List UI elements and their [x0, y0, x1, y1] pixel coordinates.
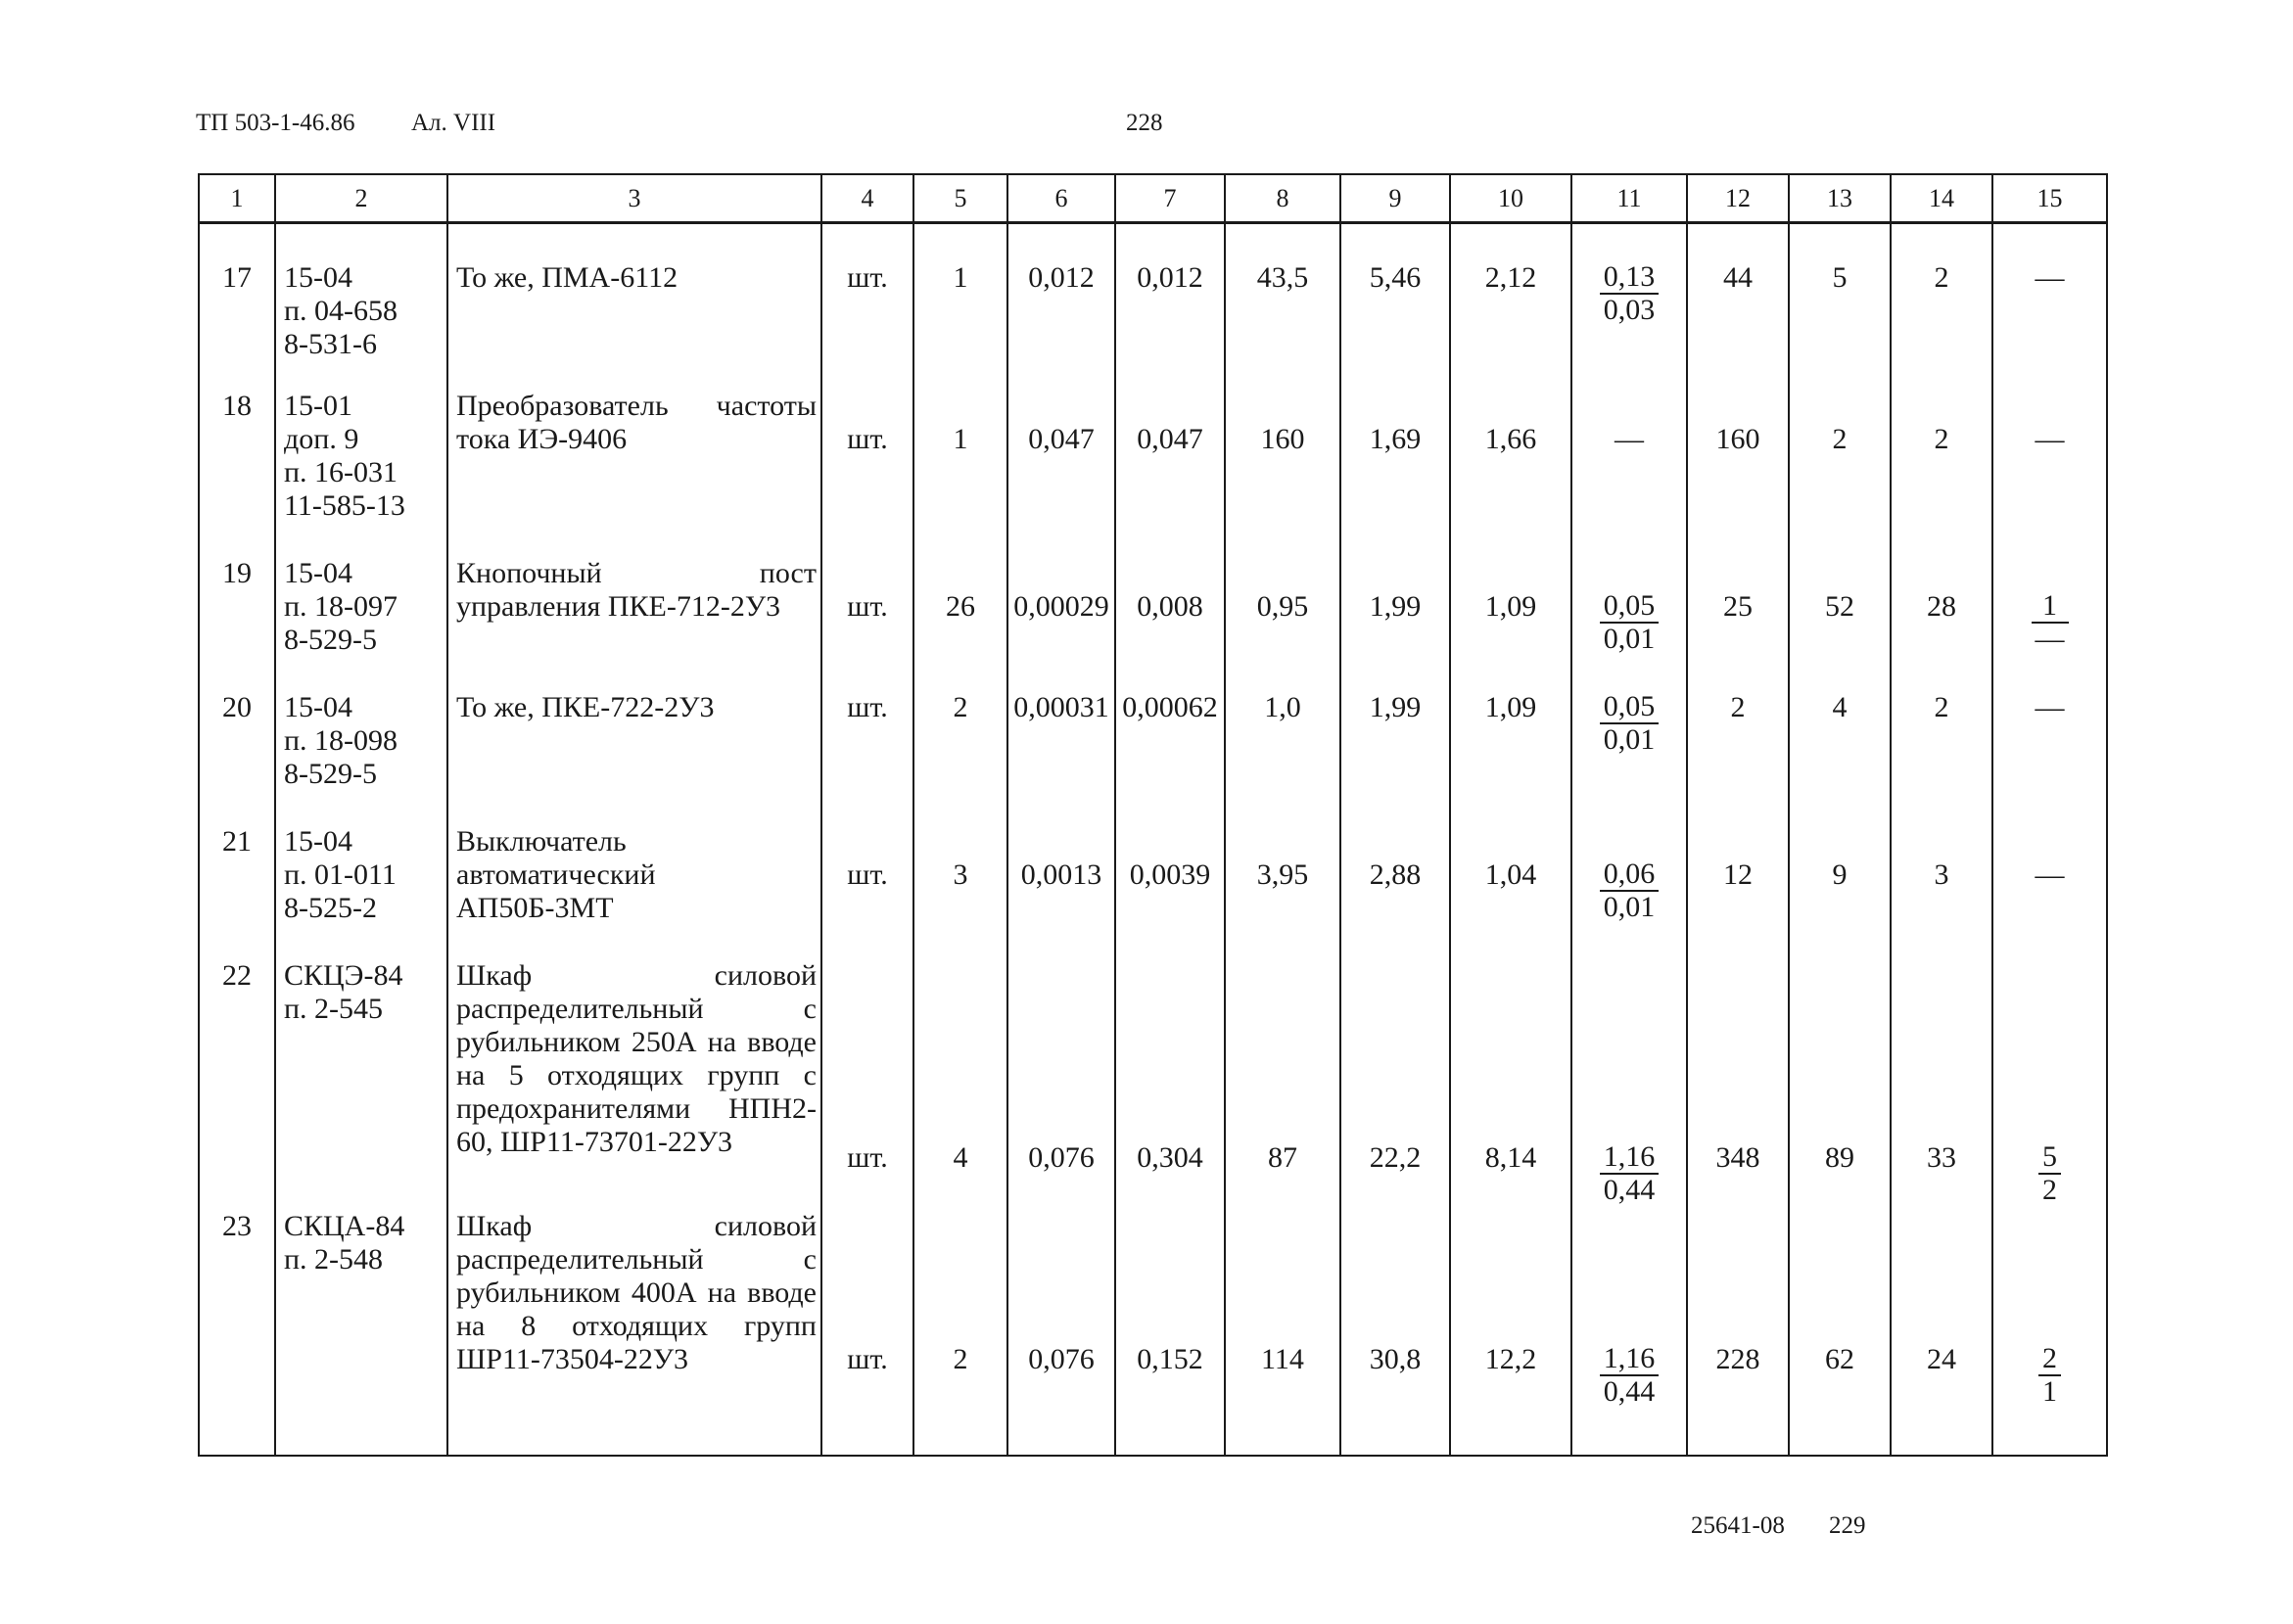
col-12 [1687, 688, 1789, 822]
col-header: 9 [1340, 174, 1450, 223]
col-header: 8 [1225, 174, 1340, 223]
fraction [1600, 1343, 1660, 1408]
col-15 [1992, 1207, 2107, 1456]
col-7 [1115, 387, 1225, 554]
col-6-text: 0,00031 [1013, 691, 1109, 723]
col-6-text: 0,00029 [1013, 590, 1109, 623]
code-line: п. 04-658 [284, 295, 398, 327]
col-11 [1571, 387, 1687, 554]
col-15-text: — [2035, 858, 2065, 891]
row-number [199, 387, 275, 554]
description [447, 387, 821, 554]
fraction [1600, 1141, 1660, 1206]
col-9-text: 1,69 [1369, 423, 1422, 455]
unit [821, 554, 913, 688]
fraction-numerator: 0,13 [1600, 261, 1660, 295]
col-7 [1115, 956, 1225, 1207]
col-8-text: 114 [1261, 1343, 1304, 1375]
column-number-row [199, 174, 2107, 223]
row-number-text: 21 [222, 825, 252, 858]
document-code: ТП 503-1-46.86 [196, 110, 355, 136]
col-header: 1 [199, 174, 275, 223]
col-header: 10 [1450, 174, 1571, 223]
col-header: 2 [275, 174, 447, 223]
description [447, 554, 821, 688]
row-number-text: 20 [222, 691, 252, 723]
col-14-text: 2 [1934, 691, 1949, 723]
col-14 [1891, 688, 1992, 822]
fraction-denominator: 0,01 [1603, 623, 1656, 655]
norm-code [275, 387, 447, 554]
col-header: 11 [1571, 174, 1687, 223]
col-8-text: 43,5 [1256, 261, 1309, 294]
col-13 [1789, 223, 1891, 388]
col-13-text: 52 [1825, 590, 1854, 623]
quantity [913, 1207, 1007, 1456]
unit [821, 688, 913, 822]
col-10 [1450, 554, 1571, 688]
col-6 [1007, 688, 1115, 822]
col-12 [1687, 956, 1789, 1207]
fraction-denominator: 0,44 [1603, 1174, 1656, 1206]
col-13 [1789, 554, 1891, 688]
col-header: 14 [1891, 174, 1992, 223]
col-13-text: 9 [1832, 858, 1848, 891]
row-number [199, 956, 275, 1207]
quantity-text: 2 [953, 691, 968, 723]
col-11 [1571, 1207, 1687, 1456]
code-line: п. 2-545 [284, 993, 384, 1025]
quantity-text: 26 [946, 590, 975, 623]
table-row [199, 223, 2107, 388]
col-13 [1789, 688, 1891, 822]
row-number [199, 822, 275, 956]
norm-code [275, 1207, 447, 1456]
quantity [913, 956, 1007, 1207]
code-line: СКЦА-84 [284, 1210, 405, 1242]
col-15-text: — [2035, 261, 2065, 294]
col-6 [1007, 822, 1115, 956]
col-10-text: 1,09 [1484, 691, 1537, 723]
description-text: Шкаф силовой распределительный с рубильником 400А на вводе на 8 отходящих групп ШР11-73504-22У3 [456, 1210, 817, 1375]
footer-code: 25641-08 [1691, 1512, 1785, 1539]
col-12-text: 25 [1723, 590, 1753, 623]
description-text: То же, ПМА-6112 [456, 261, 679, 294]
description-text: Преобразователь частоты тока ИЭ-9406 [456, 390, 817, 455]
col-11 [1571, 822, 1687, 956]
col-6 [1007, 956, 1115, 1207]
col-14 [1891, 554, 1992, 688]
table-row [199, 822, 2107, 956]
row-number-text: 18 [222, 390, 252, 422]
unit [821, 1207, 913, 1456]
fraction-numerator: 5 [2038, 1141, 2061, 1175]
col-6 [1007, 387, 1115, 554]
footer-page-number: 229 [1829, 1512, 1866, 1539]
col-7 [1115, 1207, 1225, 1456]
quantity [913, 554, 1007, 688]
quantity-text: 4 [953, 1141, 968, 1174]
fraction [1600, 590, 1660, 655]
col-11-text: — [1614, 423, 1644, 455]
fraction [2032, 590, 2069, 655]
col-header: 7 [1115, 174, 1225, 223]
col-header: 12 [1687, 174, 1789, 223]
unit-text: шт. [847, 590, 888, 623]
code-line: 15-04 [284, 825, 352, 858]
fraction-numerator: 0,05 [1600, 691, 1660, 724]
col-12-text: 2 [1730, 691, 1746, 723]
col-8-text: 0,95 [1256, 590, 1309, 623]
page-number: 228 [1126, 110, 1163, 136]
col-6 [1007, 223, 1115, 388]
col-9 [1340, 387, 1450, 554]
unit [821, 223, 913, 388]
col-14-text: 3 [1934, 858, 1949, 891]
fraction [2038, 1343, 2061, 1408]
album-number: Ал. VIII [411, 110, 496, 136]
col-14-text: 24 [1927, 1343, 1956, 1375]
col-13 [1789, 1207, 1891, 1456]
description-text: Кнопочный пост управления ПКЕ-712-2У3 [456, 557, 817, 623]
col-15 [1992, 822, 2107, 956]
col-9-text: 1,99 [1369, 590, 1422, 623]
unit-text: шт. [847, 691, 888, 723]
col-11 [1571, 223, 1687, 388]
col-11 [1571, 688, 1687, 822]
code-line: п. 18-097 [284, 590, 398, 623]
col-8-text: 1,0 [1264, 691, 1301, 723]
fraction-numerator: 0,06 [1600, 858, 1660, 892]
col-10-text: 1,09 [1484, 590, 1537, 623]
col-14-text: 28 [1927, 590, 1956, 623]
norm-code [275, 956, 447, 1207]
fraction-numerator: 2 [2038, 1343, 2061, 1376]
fraction-denominator: 0,03 [1603, 294, 1656, 326]
fraction [1600, 858, 1660, 923]
fraction [1600, 691, 1660, 756]
code-line: 15-04 [284, 557, 352, 589]
col-12-text: 228 [1715, 1343, 1760, 1375]
code-line: п. 2-548 [284, 1243, 384, 1276]
specification-table [198, 173, 2108, 1457]
col-14 [1891, 387, 1992, 554]
row-number [199, 688, 275, 822]
col-10 [1450, 223, 1571, 388]
code-line: п. 18-098 [284, 724, 398, 757]
col-15 [1992, 554, 2107, 688]
row-number [199, 1207, 275, 1456]
col-7-text: 0,0039 [1129, 858, 1211, 891]
col-9 [1340, 223, 1450, 388]
col-10 [1450, 387, 1571, 554]
col-8 [1225, 387, 1340, 554]
col-10 [1450, 822, 1571, 956]
col-13-text: 89 [1825, 1141, 1854, 1174]
table-row [199, 1207, 2107, 1456]
row-number-text: 23 [222, 1210, 252, 1242]
col-15-text: — [2035, 423, 2065, 455]
description [447, 223, 821, 388]
col-9-text: 1,99 [1369, 691, 1422, 723]
code-line: 8-525-2 [284, 892, 377, 924]
quantity-text: 3 [953, 858, 968, 891]
col-12 [1687, 223, 1789, 388]
norm-code [275, 822, 447, 956]
col-8 [1225, 688, 1340, 822]
col-10 [1450, 688, 1571, 822]
unit [821, 822, 913, 956]
row-number [199, 554, 275, 688]
col-10 [1450, 1207, 1571, 1456]
code-line: 8-529-5 [284, 624, 377, 656]
norm-code [275, 554, 447, 688]
col-15 [1992, 688, 2107, 822]
col-8 [1225, 223, 1340, 388]
col-header: 6 [1007, 174, 1115, 223]
quantity [913, 387, 1007, 554]
col-13 [1789, 822, 1891, 956]
col-7 [1115, 688, 1225, 822]
fraction-denominator: 0,01 [1603, 891, 1656, 923]
fraction-numerator: 1,16 [1600, 1141, 1660, 1175]
norm-code [275, 223, 447, 388]
col-7 [1115, 223, 1225, 388]
table-row [199, 956, 2107, 1207]
col-14-text: 2 [1934, 423, 1949, 455]
unit [821, 956, 913, 1207]
col-9-text: 5,46 [1369, 261, 1422, 294]
col-15 [1992, 387, 2107, 554]
col-13 [1789, 956, 1891, 1207]
col-6-text: 0,047 [1028, 423, 1095, 455]
unit-text: шт. [847, 423, 888, 455]
col-8 [1225, 822, 1340, 956]
col-13 [1789, 387, 1891, 554]
col-11 [1571, 554, 1687, 688]
col-9 [1340, 688, 1450, 822]
col-13-text: 62 [1825, 1343, 1854, 1375]
col-6-text: 0,076 [1028, 1141, 1095, 1174]
quantity [913, 688, 1007, 822]
col-14 [1891, 822, 1992, 956]
description-text: То же, ПКЕ-722-2У3 [456, 691, 715, 723]
col-14 [1891, 223, 1992, 388]
fraction-denominator: — [2035, 623, 2065, 655]
col-9 [1340, 1207, 1450, 1456]
col-12-text: 12 [1723, 858, 1753, 891]
unit [821, 387, 913, 554]
code-line: п. 01-011 [284, 858, 397, 891]
fraction [1600, 261, 1660, 326]
code-line: 11-585-13 [284, 489, 405, 522]
quantity [913, 223, 1007, 388]
row-number-text: 22 [222, 959, 252, 992]
col-header: 13 [1789, 174, 1891, 223]
fraction-numerator: 1,16 [1600, 1343, 1660, 1376]
col-12 [1687, 1207, 1789, 1456]
unit-text: шт. [847, 1141, 888, 1174]
col-7 [1115, 554, 1225, 688]
col-6 [1007, 554, 1115, 688]
code-line: 15-04 [284, 691, 352, 723]
unit-text: шт. [847, 1343, 888, 1375]
description-text: Выключатель автоматический АП50Б-3МТ [456, 825, 656, 924]
unit-text: шт. [847, 261, 888, 294]
col-11 [1571, 956, 1687, 1207]
fraction-denominator: 0,01 [1603, 723, 1656, 756]
col-6-text: 0,012 [1028, 261, 1095, 294]
col-8 [1225, 1207, 1340, 1456]
col-header: 5 [913, 174, 1007, 223]
fraction-numerator: 1 [2032, 590, 2069, 624]
col-9-text: 2,88 [1369, 858, 1422, 891]
col-8 [1225, 956, 1340, 1207]
quantity [913, 822, 1007, 956]
unit-text: шт. [847, 858, 888, 891]
col-14-text: 33 [1927, 1141, 1956, 1174]
col-8-text: 3,95 [1256, 858, 1309, 891]
fraction-denominator: 2 [2042, 1174, 2057, 1206]
col-12-text: 348 [1715, 1141, 1760, 1174]
col-13-text: 4 [1832, 691, 1848, 723]
col-10-text: 1,66 [1484, 423, 1537, 455]
col-9 [1340, 554, 1450, 688]
col-12 [1687, 822, 1789, 956]
col-7-text: 0,012 [1137, 261, 1203, 294]
col-7-text: 0,152 [1137, 1343, 1203, 1375]
col-8-text: 87 [1268, 1141, 1297, 1174]
code-line: СКЦЭ-84 [284, 959, 403, 992]
col-15 [1992, 223, 2107, 388]
col-13-text: 5 [1832, 261, 1848, 294]
table-row [199, 387, 2107, 554]
col-14-text: 2 [1934, 261, 1949, 294]
fraction [2038, 1141, 2061, 1206]
table-row [199, 688, 2107, 822]
row-number-text: 17 [222, 261, 252, 294]
col-9-text: 30,8 [1369, 1343, 1422, 1375]
col-6-text: 0,076 [1028, 1343, 1095, 1375]
quantity-text: 1 [953, 261, 968, 294]
col-12-text: 160 [1715, 423, 1760, 455]
quantity-text: 1 [953, 423, 968, 455]
row-number-text: 19 [222, 557, 252, 589]
col-9-text: 22,2 [1369, 1141, 1422, 1174]
col-header: 4 [821, 174, 913, 223]
col-10 [1450, 956, 1571, 1207]
col-6 [1007, 1207, 1115, 1456]
col-12-text: 44 [1723, 261, 1753, 294]
col-10-text: 12,2 [1484, 1343, 1537, 1375]
col-7-text: 0,00062 [1122, 691, 1218, 723]
col-10-text: 8,14 [1484, 1141, 1537, 1174]
row-number [199, 223, 275, 388]
col-14 [1891, 956, 1992, 1207]
col-7-text: 0,047 [1137, 423, 1203, 455]
code-line: 8-531-6 [284, 328, 377, 360]
code-line: п. 16-031 [284, 456, 398, 488]
description [447, 688, 821, 822]
col-9 [1340, 822, 1450, 956]
col-6-text: 0,0013 [1020, 858, 1102, 891]
table-row [199, 554, 2107, 688]
col-9 [1340, 956, 1450, 1207]
description [447, 956, 821, 1207]
norm-code [275, 688, 447, 822]
description [447, 822, 821, 956]
col-12 [1687, 554, 1789, 688]
col-13-text: 2 [1832, 423, 1848, 455]
col-7-text: 0,304 [1137, 1141, 1203, 1174]
fraction-denominator: 0,44 [1603, 1375, 1656, 1408]
col-10-text: 2,12 [1484, 261, 1537, 294]
col-header: 15 [1992, 174, 2107, 223]
description-text: Шкаф силовой распределительный с рубильником 250А на вводе на 5 отходящих групп с предохранителями НПН2-60, ШР11-73701-22У3 [456, 959, 817, 1158]
col-header: 3 [447, 174, 821, 223]
col-12 [1687, 387, 1789, 554]
col-15 [1992, 956, 2107, 1207]
col-8 [1225, 554, 1340, 688]
quantity-text: 2 [953, 1343, 968, 1375]
col-8-text: 160 [1260, 423, 1305, 455]
col-7 [1115, 822, 1225, 956]
code-line: доп. 9 [284, 423, 359, 455]
code-line: 15-01 [284, 390, 352, 422]
col-14 [1891, 1207, 1992, 1456]
description [447, 1207, 821, 1456]
code-line: 8-529-5 [284, 758, 377, 790]
col-10-text: 1,04 [1484, 858, 1537, 891]
fraction-denominator: 1 [2042, 1375, 2057, 1408]
fraction-numerator: 0,05 [1600, 590, 1660, 624]
col-15-text: — [2035, 691, 2065, 723]
col-7-text: 0,008 [1137, 590, 1203, 623]
code-line: 15-04 [284, 261, 352, 294]
